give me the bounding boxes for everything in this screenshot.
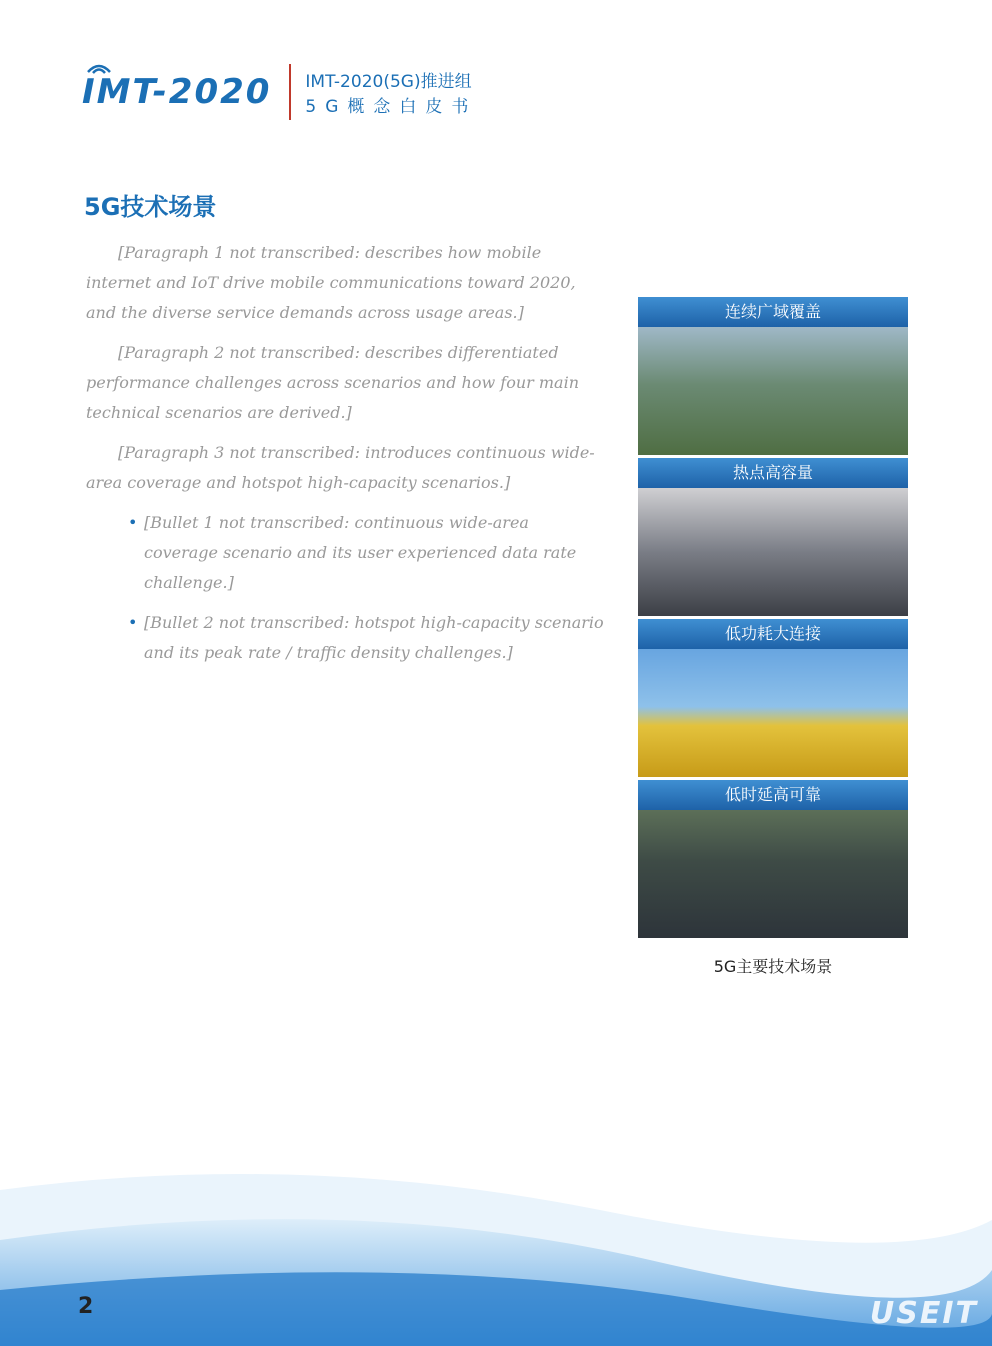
highway-image bbox=[638, 810, 908, 938]
panel-title: 低时延高可靠 bbox=[638, 780, 908, 810]
scenario-panel-massive-iot bbox=[638, 619, 908, 777]
wheat-field-image bbox=[638, 649, 908, 777]
panel-title: 低功耗大连接 bbox=[638, 619, 908, 649]
paragraph: [Paragraph 1 not transcribed: describes how mobile internet and IoT drive mobile communications toward 2020, and the diverse service demands across usage areas.] bbox=[86, 243, 576, 322]
header-doc-title: 5G概念白皮书 bbox=[305, 97, 478, 117]
page-header bbox=[82, 62, 477, 122]
section-title: 5G技术场景 bbox=[84, 193, 217, 221]
header-divider bbox=[289, 64, 291, 120]
signal-waves-icon bbox=[84, 58, 114, 76]
office-image bbox=[638, 488, 908, 616]
panel-title: 热点高容量 bbox=[638, 458, 908, 488]
page-number: 2 bbox=[78, 1294, 94, 1319]
bullet-list bbox=[126, 508, 606, 668]
scenario-panels bbox=[638, 297, 908, 941]
header-titles bbox=[305, 67, 477, 117]
scenario-panel-low-latency bbox=[638, 780, 908, 938]
list-item: • [Bullet 1 not transcribed: continuous wide-area coverage scenario and its user experienced data rate challenge.] bbox=[144, 508, 606, 598]
footer-wave-decoration bbox=[0, 1150, 992, 1346]
body-text bbox=[86, 238, 606, 678]
list-item: • [Bullet 2 not transcribed: hotspot high-capacity scenario and its peak rate / traffic density challenges.] bbox=[144, 608, 606, 668]
paragraph: [Paragraph 3 not transcribed: introduces continuous wide-area coverage and hotspot high-capacity scenarios.] bbox=[86, 443, 595, 492]
header-org-name: IMT-2020(5G)推进组 bbox=[305, 72, 472, 92]
city-aerial-image bbox=[638, 327, 908, 455]
paragraph: [Paragraph 2 not transcribed: describes differentiated performance challenges across scenarios and how four main technical scenarios are derived.] bbox=[86, 343, 579, 422]
logo-text: IMT-2020 bbox=[82, 72, 272, 112]
figure-caption: 5G主要技术场景 bbox=[713, 957, 833, 976]
watermark: USEIT bbox=[869, 1296, 978, 1331]
imt2020-logo bbox=[82, 72, 271, 112]
panel-title: 连续广域覆盖 bbox=[638, 297, 908, 327]
scenario-panel-coverage bbox=[638, 297, 908, 455]
scenario-panel-capacity bbox=[638, 458, 908, 616]
